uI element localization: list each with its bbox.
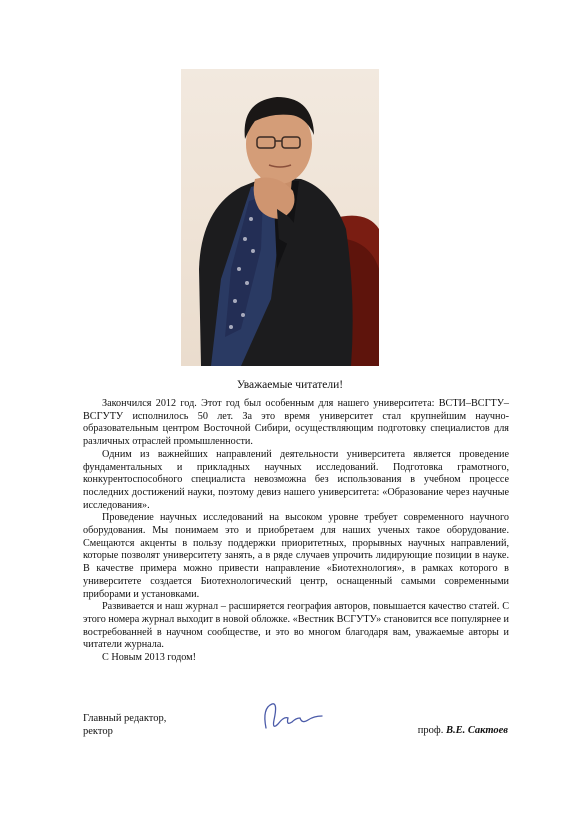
portrait-illustration xyxy=(181,69,379,366)
paragraph: Проведение научных исследований на высоком уровне требует современного научного оборудования. Мы понимаем это и приобретаем для наших ученых такое оборудование. Смещаются акценты в пользу поддержки приоритетных, прорывных научных направлений, которые позволят университету занять, а в ряде случаев упрочить лидирующие позиции в науке. В качестве примера можно привести направление «Биотехнология», в рамках которого в университете создается Биотехнологический центр, оснащенный самыми современными приборами и установками. xyxy=(83,512,509,600)
paragraph: Закончился 2012 год. Этот год был особенным для нашего университета: ВСТИ–ВСГТУ–ВСГУТУ исполнилось 50 лет. За это время университет стал крупнейшим научно-образовательным центром Восточной Сибири, осуществляющим подготовку специалистов для различных отраслей промышленности. xyxy=(83,398,509,448)
signer-title: проф. xyxy=(417,725,444,736)
paragraph: Развивается и наш журнал – расширяется география авторов, повышается качество статей. С этого номера журнал выходит в новой обложке. «Вестник ВСГУТУ» становится все популярнее и востребованней в научном сообществе, и это во многом благодаря вам, уважаемые авторы и читатели журнала. xyxy=(83,601,509,651)
letter-body xyxy=(83,398,509,665)
position-line: Главный редактор, xyxy=(83,713,167,724)
portrait-photo xyxy=(181,69,379,366)
greeting-heading: Уважаемые читатели! xyxy=(236,379,344,391)
paragraph: С Новым 2013 годом! xyxy=(102,652,197,664)
handwritten-signature xyxy=(258,698,328,736)
paragraph: Одним из важнейших направлений деятельности университета является проведение фундаментальных и прикладных научных исследований. Подготовка грамотного, конкурентоспособного специалиста невозможна без использования в учебном процессе последних достижений науки, поэтому девиз нашего университета: «Образование через научные исследования». xyxy=(83,448,509,511)
signer-position xyxy=(83,712,166,738)
position-line: ректор xyxy=(83,726,113,737)
signer-name-block xyxy=(418,725,508,736)
signer-name: В.Е. Сактоев xyxy=(445,725,508,736)
